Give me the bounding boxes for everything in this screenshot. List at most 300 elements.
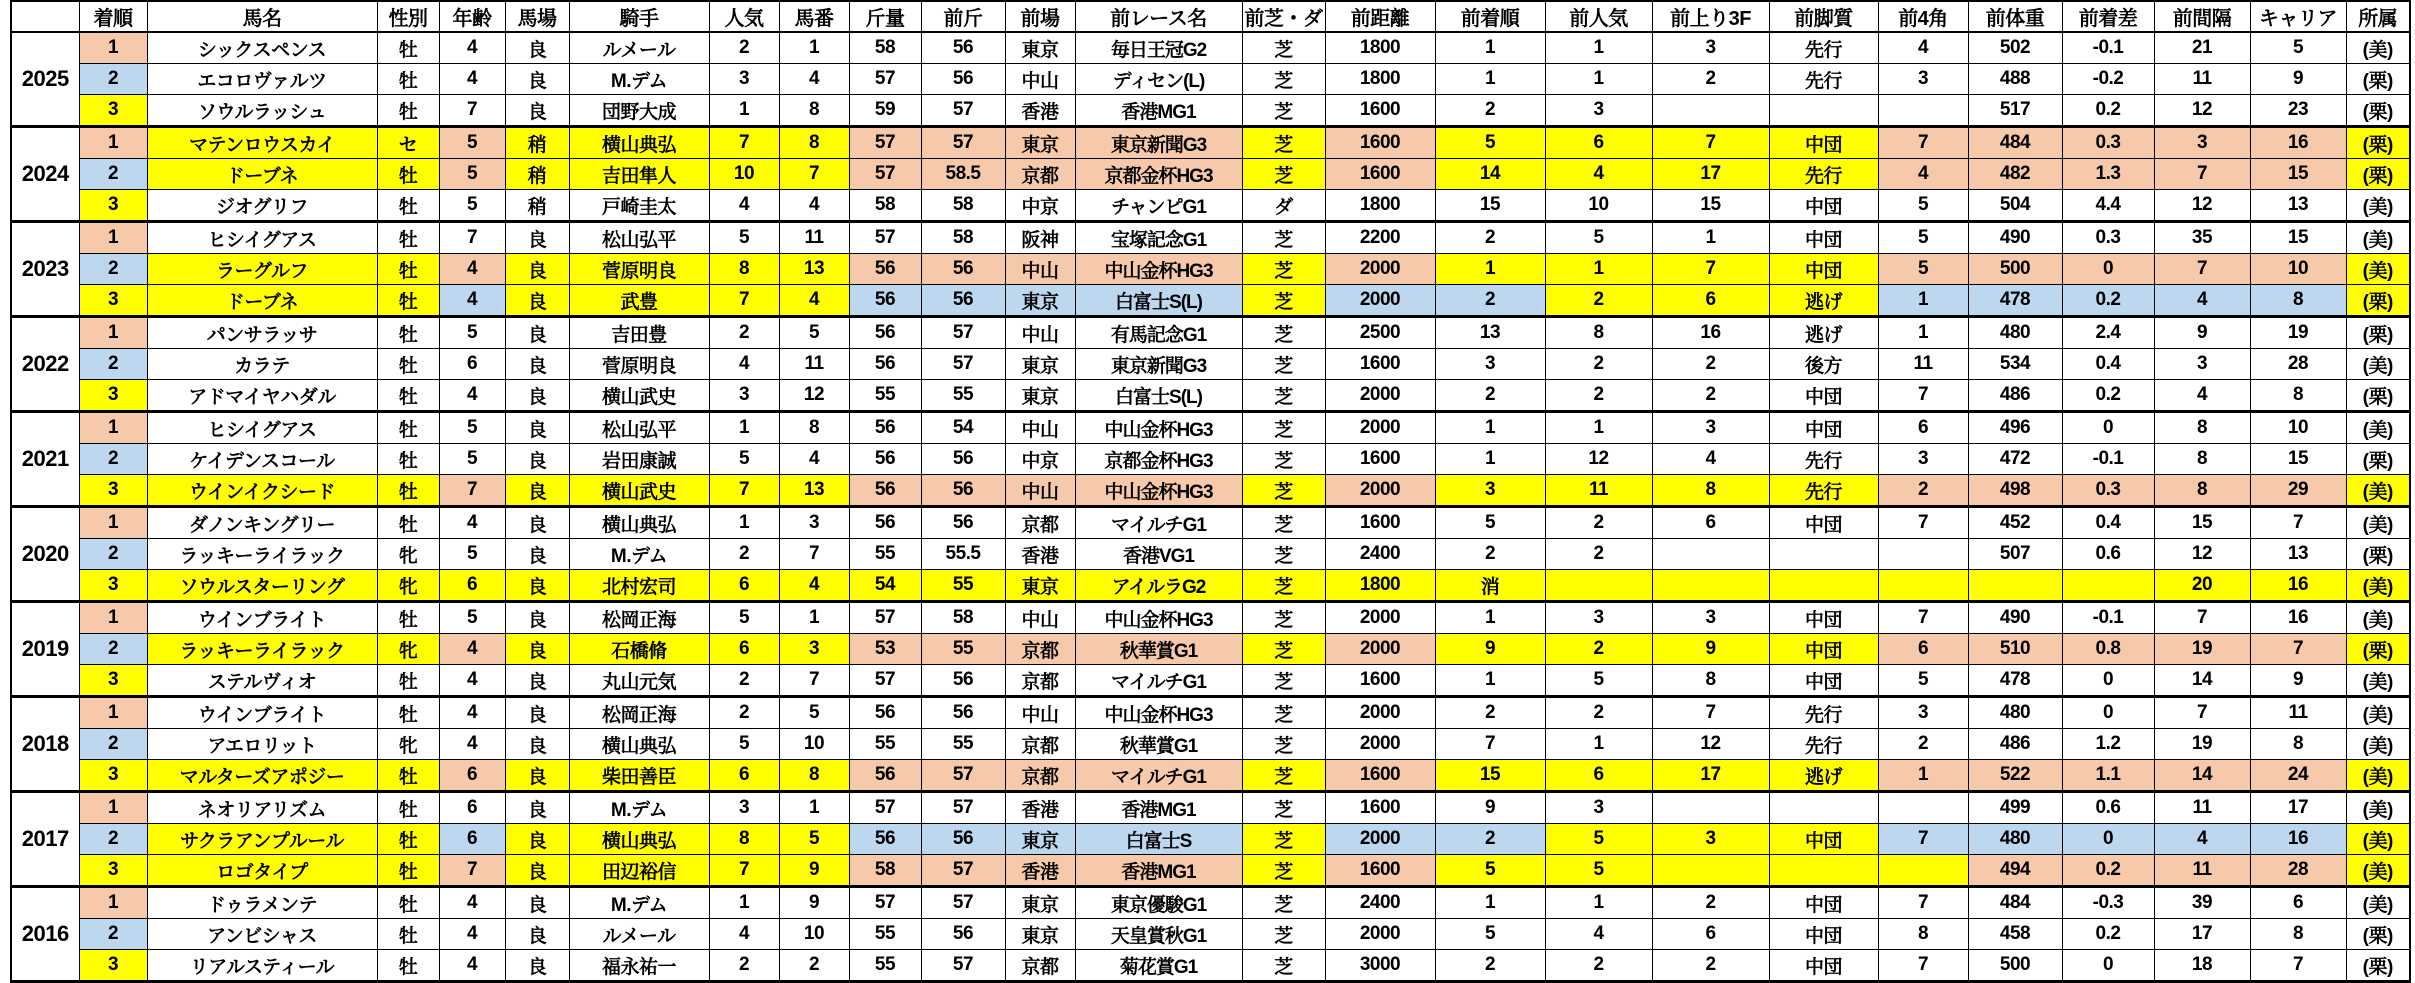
cell-pwt-2020-3[interactable]: 55 (921, 570, 1005, 602)
cell-pmargin-2022-3[interactable]: 0.2 (2062, 380, 2154, 412)
cell-pop-2024-2[interactable]: 10 (709, 159, 779, 190)
cell-jockey-2020-2[interactable]: M.デム (569, 539, 709, 570)
cell-pstyle-2025-3[interactable] (1769, 95, 1878, 127)
cell-pvenue-2017-2[interactable]: 東京 (1005, 824, 1075, 855)
cell-pfin-2023-3[interactable]: 2 (1435, 285, 1545, 317)
cell-sex-2017-3[interactable]: 牡 (377, 855, 439, 887)
cell-pc4-2024-2[interactable]: 4 (1878, 159, 1968, 190)
cell-prace-2023-2[interactable]: 中山金杯HG3 (1075, 254, 1242, 285)
cell-pwt-2018-2[interactable]: 55 (921, 729, 1005, 760)
cell-psurf-2016-2[interactable]: 芝 (1242, 919, 1325, 950)
cell-pc4-2016-1[interactable]: 7 (1878, 887, 1968, 919)
cell-pbody-2018-1[interactable]: 480 (1968, 697, 2062, 729)
column-header-prace[interactable]: 前レース名 (1075, 1, 1242, 32)
cell-pc4-2020-1[interactable]: 7 (1878, 507, 1968, 539)
cell-pmargin-2021-1[interactable]: 0 (2062, 412, 2154, 444)
cell-pbody-2024-2[interactable]: 482 (1968, 159, 2062, 190)
column-header-stable[interactable]: 所属 (2346, 1, 2410, 32)
cell-num-2021-2[interactable]: 4 (779, 444, 849, 475)
cell-pvenue-2016-2[interactable]: 東京 (1005, 919, 1075, 950)
cell-pstyle-2021-3[interactable]: 先行 (1769, 475, 1878, 507)
cell-pc4-2024-1[interactable]: 7 (1878, 127, 1968, 159)
cell-horse-2023-3[interactable]: ドーブネ (147, 285, 377, 317)
cell-stable-2018-3[interactable]: (美) (2346, 760, 2410, 792)
cell-pmargin-2018-2[interactable]: 1.2 (2062, 729, 2154, 760)
cell-pbody-2025-2[interactable]: 488 (1968, 64, 2062, 95)
cell-prace-2025-2[interactable]: ディセン(L) (1075, 64, 1242, 95)
cell-p3f-2022-3[interactable]: 2 (1652, 380, 1769, 412)
cell-pstyle-2016-1[interactable]: 中団 (1769, 887, 1878, 919)
cell-pfin-2016-2[interactable]: 5 (1435, 919, 1545, 950)
cell-rank-2022-1[interactable]: 1 (79, 317, 147, 349)
cell-pmargin-2017-3[interactable]: 0.2 (2062, 855, 2154, 887)
cell-age-2018-3[interactable]: 6 (439, 760, 505, 792)
cell-pstyle-2025-2[interactable]: 先行 (1769, 64, 1878, 95)
cell-pwt-2024-1[interactable]: 57 (921, 127, 1005, 159)
column-header-psurf[interactable]: 前芝・ダ (1242, 1, 1325, 32)
cell-pbody-2017-2[interactable]: 480 (1968, 824, 2062, 855)
cell-cond-2022-2[interactable]: 良 (505, 349, 569, 380)
cell-pfin-2020-1[interactable]: 5 (1435, 507, 1545, 539)
cell-pc4-2025-3[interactable] (1878, 95, 1968, 127)
cell-sex-2019-1[interactable]: 牡 (377, 602, 439, 634)
cell-num-2024-2[interactable]: 7 (779, 159, 849, 190)
cell-pdist-2023-3[interactable]: 2000 (1325, 285, 1435, 317)
cell-rank-2016-2[interactable]: 2 (79, 919, 147, 950)
cell-pdist-2017-1[interactable]: 1600 (1325, 792, 1435, 824)
cell-pfin-2019-2[interactable]: 9 (1435, 634, 1545, 665)
cell-jockey-2025-2[interactable]: M.デム (569, 64, 709, 95)
cell-wt-2025-3[interactable]: 59 (849, 95, 921, 127)
cell-p3f-2021-3[interactable]: 8 (1652, 475, 1769, 507)
cell-pfin-2018-3[interactable]: 15 (1435, 760, 1545, 792)
cell-pint-2025-1[interactable]: 21 (2154, 32, 2250, 64)
cell-pdist-2019-2[interactable]: 2000 (1325, 634, 1435, 665)
cell-pdist-2024-2[interactable]: 1600 (1325, 159, 1435, 190)
cell-cond-2017-1[interactable]: 良 (505, 792, 569, 824)
cell-p3f-2024-1[interactable]: 7 (1652, 127, 1769, 159)
cell-stable-2023-1[interactable]: (美) (2346, 222, 2410, 254)
cell-pbody-2016-2[interactable]: 458 (1968, 919, 2062, 950)
cell-stable-2024-1[interactable]: (栗) (2346, 127, 2410, 159)
cell-p3f-2023-2[interactable]: 7 (1652, 254, 1769, 285)
cell-career-2024-1[interactable]: 16 (2250, 127, 2346, 159)
cell-num-2020-2[interactable]: 7 (779, 539, 849, 570)
cell-pfin-2022-3[interactable]: 2 (1435, 380, 1545, 412)
cell-horse-2025-2[interactable]: エコロヴァルツ (147, 64, 377, 95)
cell-career-2017-2[interactable]: 16 (2250, 824, 2346, 855)
cell-p3f-2018-2[interactable]: 12 (1652, 729, 1769, 760)
cell-pfin-2019-3[interactable]: 1 (1435, 665, 1545, 697)
cell-p3f-2021-2[interactable]: 4 (1652, 444, 1769, 475)
cell-pvenue-2018-1[interactable]: 中山 (1005, 697, 1075, 729)
cell-pstyle-2021-2[interactable]: 先行 (1769, 444, 1878, 475)
cell-pwt-2019-3[interactable]: 56 (921, 665, 1005, 697)
cell-prace-2017-3[interactable]: 香港MG1 (1075, 855, 1242, 887)
cell-num-2019-2[interactable]: 3 (779, 634, 849, 665)
cell-stable-2022-1[interactable]: (栗) (2346, 317, 2410, 349)
cell-pmargin-2023-1[interactable]: 0.3 (2062, 222, 2154, 254)
cell-p3f-2023-3[interactable]: 6 (1652, 285, 1769, 317)
cell-pwt-2017-3[interactable]: 57 (921, 855, 1005, 887)
cell-jockey-2023-3[interactable]: 武豊 (569, 285, 709, 317)
cell-cond-2019-1[interactable]: 良 (505, 602, 569, 634)
cell-jockey-2016-1[interactable]: M.デム (569, 887, 709, 919)
cell-career-2021-1[interactable]: 10 (2250, 412, 2346, 444)
cell-pbody-2020-1[interactable]: 452 (1968, 507, 2062, 539)
cell-career-2025-1[interactable]: 5 (2250, 32, 2346, 64)
cell-cond-2024-3[interactable]: 稍 (505, 190, 569, 222)
cell-rank-2017-2[interactable]: 2 (79, 824, 147, 855)
cell-stable-2020-2[interactable]: (栗) (2346, 539, 2410, 570)
cell-stable-2023-2[interactable]: (美) (2346, 254, 2410, 285)
cell-pwt-2017-1[interactable]: 57 (921, 792, 1005, 824)
cell-pbody-2016-1[interactable]: 484 (1968, 887, 2062, 919)
cell-pvenue-2025-1[interactable]: 東京 (1005, 32, 1075, 64)
cell-psurf-2018-3[interactable]: 芝 (1242, 760, 1325, 792)
cell-pwt-2022-1[interactable]: 57 (921, 317, 1005, 349)
cell-prace-2018-1[interactable]: 中山金杯HG3 (1075, 697, 1242, 729)
column-header-ppop[interactable]: 前人気 (1545, 1, 1652, 32)
cell-horse-2018-2[interactable]: アエロリット (147, 729, 377, 760)
cell-pdist-2025-1[interactable]: 1800 (1325, 32, 1435, 64)
cell-num-2019-3[interactable]: 7 (779, 665, 849, 697)
cell-career-2016-3[interactable]: 7 (2250, 950, 2346, 982)
cell-pwt-2023-2[interactable]: 56 (921, 254, 1005, 285)
cell-rank-2023-1[interactable]: 1 (79, 222, 147, 254)
cell-psurf-2016-3[interactable]: 芝 (1242, 950, 1325, 982)
cell-rank-2019-3[interactable]: 3 (79, 665, 147, 697)
cell-sex-2017-2[interactable]: 牡 (377, 824, 439, 855)
cell-age-2025-1[interactable]: 4 (439, 32, 505, 64)
cell-stable-2016-1[interactable]: (美) (2346, 887, 2410, 919)
cell-num-2021-3[interactable]: 13 (779, 475, 849, 507)
cell-sex-2025-3[interactable]: 牡 (377, 95, 439, 127)
cell-sex-2020-3[interactable]: 牝 (377, 570, 439, 602)
cell-sex-2017-1[interactable]: 牡 (377, 792, 439, 824)
cell-jockey-2016-3[interactable]: 福永祐一 (569, 950, 709, 982)
cell-prace-2019-1[interactable]: 中山金杯HG3 (1075, 602, 1242, 634)
cell-pop-2024-1[interactable]: 7 (709, 127, 779, 159)
cell-prace-2020-1[interactable]: マイルチG1 (1075, 507, 1242, 539)
cell-prace-2025-1[interactable]: 毎日王冠G2 (1075, 32, 1242, 64)
cell-age-2024-1[interactable]: 5 (439, 127, 505, 159)
cell-age-2022-1[interactable]: 5 (439, 317, 505, 349)
cell-pop-2025-1[interactable]: 2 (709, 32, 779, 64)
cell-wt-2020-3[interactable]: 54 (849, 570, 921, 602)
cell-age-2023-1[interactable]: 7 (439, 222, 505, 254)
cell-cond-2023-2[interactable]: 良 (505, 254, 569, 285)
cell-pbody-2022-3[interactable]: 486 (1968, 380, 2062, 412)
cell-age-2018-2[interactable]: 4 (439, 729, 505, 760)
cell-pfin-2023-2[interactable]: 1 (1435, 254, 1545, 285)
cell-rank-2023-2[interactable]: 2 (79, 254, 147, 285)
cell-rank-2024-1[interactable]: 1 (79, 127, 147, 159)
cell-prace-2020-3[interactable]: アイルラG2 (1075, 570, 1242, 602)
cell-prace-2021-3[interactable]: 中山金杯HG3 (1075, 475, 1242, 507)
cell-pwt-2025-3[interactable]: 57 (921, 95, 1005, 127)
column-header-pwt[interactable]: 前斤 (921, 1, 1005, 32)
cell-career-2024-2[interactable]: 15 (2250, 159, 2346, 190)
cell-jockey-2017-2[interactable]: 横山典弘 (569, 824, 709, 855)
cell-pint-2023-1[interactable]: 35 (2154, 222, 2250, 254)
cell-ppop-2017-2[interactable]: 5 (1545, 824, 1652, 855)
cell-num-2016-3[interactable]: 2 (779, 950, 849, 982)
cell-ppop-2022-3[interactable]: 2 (1545, 380, 1652, 412)
cell-psurf-2019-2[interactable]: 芝 (1242, 634, 1325, 665)
cell-jockey-2021-2[interactable]: 岩田康誠 (569, 444, 709, 475)
cell-pvenue-2021-2[interactable]: 中京 (1005, 444, 1075, 475)
cell-pwt-2024-3[interactable]: 58 (921, 190, 1005, 222)
cell-jockey-2023-1[interactable]: 松山弘平 (569, 222, 709, 254)
cell-pc4-2019-3[interactable]: 5 (1878, 665, 1968, 697)
cell-pfin-2021-3[interactable]: 3 (1435, 475, 1545, 507)
cell-sex-2024-1[interactable]: セ (377, 127, 439, 159)
cell-career-2022-1[interactable]: 19 (2250, 317, 2346, 349)
cell-wt-2019-3[interactable]: 57 (849, 665, 921, 697)
cell-p3f-2019-2[interactable]: 9 (1652, 634, 1769, 665)
cell-horse-2022-1[interactable]: パンサラッサ (147, 317, 377, 349)
cell-jockey-2018-1[interactable]: 松岡正海 (569, 697, 709, 729)
cell-pbody-2021-1[interactable]: 496 (1968, 412, 2062, 444)
cell-horse-2020-3[interactable]: ソウルスターリング (147, 570, 377, 602)
cell-wt-2023-3[interactable]: 56 (849, 285, 921, 317)
cell-wt-2021-1[interactable]: 56 (849, 412, 921, 444)
cell-ppop-2016-1[interactable]: 1 (1545, 887, 1652, 919)
cell-pmargin-2024-2[interactable]: 1.3 (2062, 159, 2154, 190)
cell-pstyle-2019-1[interactable]: 中団 (1769, 602, 1878, 634)
cell-jockey-2024-2[interactable]: 吉田隼人 (569, 159, 709, 190)
cell-pint-2022-1[interactable]: 9 (2154, 317, 2250, 349)
cell-pc4-2023-3[interactable]: 1 (1878, 285, 1968, 317)
cell-pint-2024-3[interactable]: 12 (2154, 190, 2250, 222)
cell-pint-2020-2[interactable]: 12 (2154, 539, 2250, 570)
cell-stable-2021-3[interactable]: (美) (2346, 475, 2410, 507)
cell-pc4-2024-3[interactable]: 5 (1878, 190, 1968, 222)
cell-psurf-2022-1[interactable]: 芝 (1242, 317, 1325, 349)
cell-ppop-2023-3[interactable]: 2 (1545, 285, 1652, 317)
cell-pfin-2024-2[interactable]: 14 (1435, 159, 1545, 190)
cell-pfin-2018-2[interactable]: 7 (1435, 729, 1545, 760)
cell-ppop-2025-2[interactable]: 1 (1545, 64, 1652, 95)
cell-age-2016-2[interactable]: 4 (439, 919, 505, 950)
cell-psurf-2025-2[interactable]: 芝 (1242, 64, 1325, 95)
cell-pmargin-2016-3[interactable]: 0 (2062, 950, 2154, 982)
cell-sex-2025-1[interactable]: 牡 (377, 32, 439, 64)
year-cell-2019[interactable]: 2019 (11, 602, 79, 697)
cell-pbody-2025-1[interactable]: 502 (1968, 32, 2062, 64)
cell-career-2025-3[interactable]: 23 (2250, 95, 2346, 127)
cell-pstyle-2018-1[interactable]: 先行 (1769, 697, 1878, 729)
cell-horse-2023-1[interactable]: ヒシイグアス (147, 222, 377, 254)
cell-pvenue-2016-1[interactable]: 東京 (1005, 887, 1075, 919)
cell-p3f-2020-1[interactable]: 6 (1652, 507, 1769, 539)
cell-pmargin-2021-2[interactable]: -0.1 (2062, 444, 2154, 475)
cell-pc4-2021-2[interactable]: 3 (1878, 444, 1968, 475)
cell-pbody-2018-2[interactable]: 486 (1968, 729, 2062, 760)
cell-sex-2020-1[interactable]: 牡 (377, 507, 439, 539)
cell-rank-2016-3[interactable]: 3 (79, 950, 147, 982)
cell-pdist-2018-2[interactable]: 2000 (1325, 729, 1435, 760)
cell-psurf-2018-2[interactable]: 芝 (1242, 729, 1325, 760)
cell-pop-2016-2[interactable]: 4 (709, 919, 779, 950)
cell-sex-2022-1[interactable]: 牡 (377, 317, 439, 349)
cell-pwt-2022-2[interactable]: 57 (921, 349, 1005, 380)
cell-cond-2025-2[interactable]: 良 (505, 64, 569, 95)
cell-prace-2016-2[interactable]: 天皇賞秋G1 (1075, 919, 1242, 950)
year-cell-2021[interactable]: 2021 (11, 412, 79, 507)
cell-pdist-2022-3[interactable]: 2000 (1325, 380, 1435, 412)
cell-pop-2022-3[interactable]: 3 (709, 380, 779, 412)
cell-pstyle-2022-2[interactable]: 後方 (1769, 349, 1878, 380)
cell-pstyle-2020-1[interactable]: 中団 (1769, 507, 1878, 539)
cell-psurf-2017-1[interactable]: 芝 (1242, 792, 1325, 824)
cell-pbody-2021-3[interactable]: 498 (1968, 475, 2062, 507)
cell-cond-2024-2[interactable]: 稍 (505, 159, 569, 190)
cell-pwt-2021-3[interactable]: 56 (921, 475, 1005, 507)
cell-pdist-2019-3[interactable]: 1600 (1325, 665, 1435, 697)
cell-pvenue-2022-2[interactable]: 東京 (1005, 349, 1075, 380)
cell-cond-2025-1[interactable]: 良 (505, 32, 569, 64)
cell-prace-2019-2[interactable]: 秋華賞G1 (1075, 634, 1242, 665)
cell-stable-2019-3[interactable]: (美) (2346, 665, 2410, 697)
cell-wt-2022-3[interactable]: 55 (849, 380, 921, 412)
cell-pmargin-2025-3[interactable]: 0.2 (2062, 95, 2154, 127)
cell-pfin-2022-1[interactable]: 13 (1435, 317, 1545, 349)
cell-rank-2021-3[interactable]: 3 (79, 475, 147, 507)
cell-stable-2020-3[interactable]: (美) (2346, 570, 2410, 602)
cell-pfin-2016-3[interactable]: 2 (1435, 950, 1545, 982)
cell-pmargin-2019-2[interactable]: 0.8 (2062, 634, 2154, 665)
cell-pstyle-2016-2[interactable]: 中団 (1769, 919, 1878, 950)
cell-pfin-2017-3[interactable]: 5 (1435, 855, 1545, 887)
cell-num-2022-1[interactable]: 5 (779, 317, 849, 349)
cell-horse-2016-1[interactable]: ドゥラメンテ (147, 887, 377, 919)
cell-p3f-2016-2[interactable]: 6 (1652, 919, 1769, 950)
cell-jockey-2024-3[interactable]: 戸崎圭太 (569, 190, 709, 222)
cell-cond-2020-1[interactable]: 良 (505, 507, 569, 539)
cell-horse-2023-2[interactable]: ラーグルフ (147, 254, 377, 285)
cell-sex-2016-2[interactable]: 牡 (377, 919, 439, 950)
cell-pc4-2023-1[interactable]: 5 (1878, 222, 1968, 254)
cell-pwt-2023-1[interactable]: 58 (921, 222, 1005, 254)
cell-p3f-2021-1[interactable]: 3 (1652, 412, 1769, 444)
cell-pfin-2017-1[interactable]: 9 (1435, 792, 1545, 824)
column-header-horse[interactable]: 馬名 (147, 1, 377, 32)
cell-wt-2024-1[interactable]: 57 (849, 127, 921, 159)
cell-cond-2024-1[interactable]: 稍 (505, 127, 569, 159)
cell-jockey-2025-3[interactable]: 団野大成 (569, 95, 709, 127)
cell-wt-2020-1[interactable]: 56 (849, 507, 921, 539)
cell-sex-2016-1[interactable]: 牡 (377, 887, 439, 919)
cell-psurf-2025-1[interactable]: 芝 (1242, 32, 1325, 64)
cell-pmargin-2018-3[interactable]: 1.1 (2062, 760, 2154, 792)
year-cell-2024[interactable]: 2024 (11, 127, 79, 222)
cell-ppop-2025-3[interactable]: 3 (1545, 95, 1652, 127)
cell-psurf-2021-3[interactable]: 芝 (1242, 475, 1325, 507)
cell-pfin-2016-1[interactable]: 1 (1435, 887, 1545, 919)
cell-pmargin-2025-2[interactable]: -0.2 (2062, 64, 2154, 95)
cell-ppop-2018-2[interactable]: 1 (1545, 729, 1652, 760)
cell-psurf-2022-3[interactable]: 芝 (1242, 380, 1325, 412)
year-cell-2018[interactable]: 2018 (11, 697, 79, 792)
cell-pdist-2017-2[interactable]: 2000 (1325, 824, 1435, 855)
cell-pint-2021-2[interactable]: 8 (2154, 444, 2250, 475)
cell-pop-2018-1[interactable]: 2 (709, 697, 779, 729)
column-header-wt[interactable]: 斤量 (849, 1, 921, 32)
cell-rank-2017-1[interactable]: 1 (79, 792, 147, 824)
cell-pop-2023-3[interactable]: 7 (709, 285, 779, 317)
column-header-jockey[interactable]: 騎手 (569, 1, 709, 32)
cell-p3f-2019-1[interactable]: 3 (1652, 602, 1769, 634)
cell-pint-2016-1[interactable]: 39 (2154, 887, 2250, 919)
cell-pfin-2021-2[interactable]: 1 (1435, 444, 1545, 475)
cell-pfin-2022-2[interactable]: 3 (1435, 349, 1545, 380)
cell-num-2020-1[interactable]: 3 (779, 507, 849, 539)
cell-career-2017-3[interactable]: 28 (2250, 855, 2346, 887)
cell-career-2018-1[interactable]: 11 (2250, 697, 2346, 729)
cell-psurf-2017-2[interactable]: 芝 (1242, 824, 1325, 855)
cell-ppop-2018-3[interactable]: 6 (1545, 760, 1652, 792)
cell-sex-2021-3[interactable]: 牡 (377, 475, 439, 507)
cell-p3f-2017-2[interactable]: 3 (1652, 824, 1769, 855)
cell-pbody-2021-2[interactable]: 472 (1968, 444, 2062, 475)
cell-cond-2023-3[interactable]: 良 (505, 285, 569, 317)
cell-psurf-2023-2[interactable]: 芝 (1242, 254, 1325, 285)
cell-cond-2016-2[interactable]: 良 (505, 919, 569, 950)
cell-prace-2025-3[interactable]: 香港MG1 (1075, 95, 1242, 127)
cell-ppop-2021-3[interactable]: 11 (1545, 475, 1652, 507)
cell-pmargin-2020-1[interactable]: 0.4 (2062, 507, 2154, 539)
cell-pop-2024-3[interactable]: 4 (709, 190, 779, 222)
cell-pint-2022-3[interactable]: 4 (2154, 380, 2250, 412)
cell-career-2023-2[interactable]: 10 (2250, 254, 2346, 285)
cell-pmargin-2019-3[interactable]: 0 (2062, 665, 2154, 697)
cell-pdist-2020-1[interactable]: 1600 (1325, 507, 1435, 539)
column-header-career[interactable]: キャリア (2250, 1, 2346, 32)
cell-pint-2023-3[interactable]: 4 (2154, 285, 2250, 317)
cell-jockey-2024-1[interactable]: 横山典弘 (569, 127, 709, 159)
cell-age-2017-3[interactable]: 7 (439, 855, 505, 887)
cell-cond-2017-2[interactable]: 良 (505, 824, 569, 855)
column-header-pdist[interactable]: 前距離 (1325, 1, 1435, 32)
cell-pbody-2024-1[interactable]: 484 (1968, 127, 2062, 159)
cell-psurf-2019-3[interactable]: 芝 (1242, 665, 1325, 697)
cell-pwt-2023-3[interactable]: 56 (921, 285, 1005, 317)
cell-pint-2025-2[interactable]: 11 (2154, 64, 2250, 95)
cell-horse-2024-1[interactable]: マテンロウスカイ (147, 127, 377, 159)
cell-pstyle-2017-3[interactable] (1769, 855, 1878, 887)
cell-age-2018-1[interactable]: 4 (439, 697, 505, 729)
cell-pmargin-2017-2[interactable]: 0 (2062, 824, 2154, 855)
cell-pfin-2020-3[interactable]: 消 (1435, 570, 1545, 602)
cell-horse-2019-1[interactable]: ウインブライト (147, 602, 377, 634)
cell-stable-2025-2[interactable]: (栗) (2346, 64, 2410, 95)
cell-pdist-2025-2[interactable]: 1800 (1325, 64, 1435, 95)
cell-stable-2017-2[interactable]: (美) (2346, 824, 2410, 855)
cell-horse-2021-3[interactable]: ウインイクシード (147, 475, 377, 507)
cell-wt-2018-1[interactable]: 56 (849, 697, 921, 729)
cell-pop-2023-2[interactable]: 8 (709, 254, 779, 285)
cell-rank-2021-1[interactable]: 1 (79, 412, 147, 444)
cell-cond-2016-1[interactable]: 良 (505, 887, 569, 919)
cell-ppop-2017-1[interactable]: 3 (1545, 792, 1652, 824)
cell-p3f-2024-2[interactable]: 17 (1652, 159, 1769, 190)
cell-age-2022-2[interactable]: 6 (439, 349, 505, 380)
cell-rank-2022-3[interactable]: 3 (79, 380, 147, 412)
cell-horse-2020-2[interactable]: ラッキーライラック (147, 539, 377, 570)
cell-pop-2016-3[interactable]: 2 (709, 950, 779, 982)
